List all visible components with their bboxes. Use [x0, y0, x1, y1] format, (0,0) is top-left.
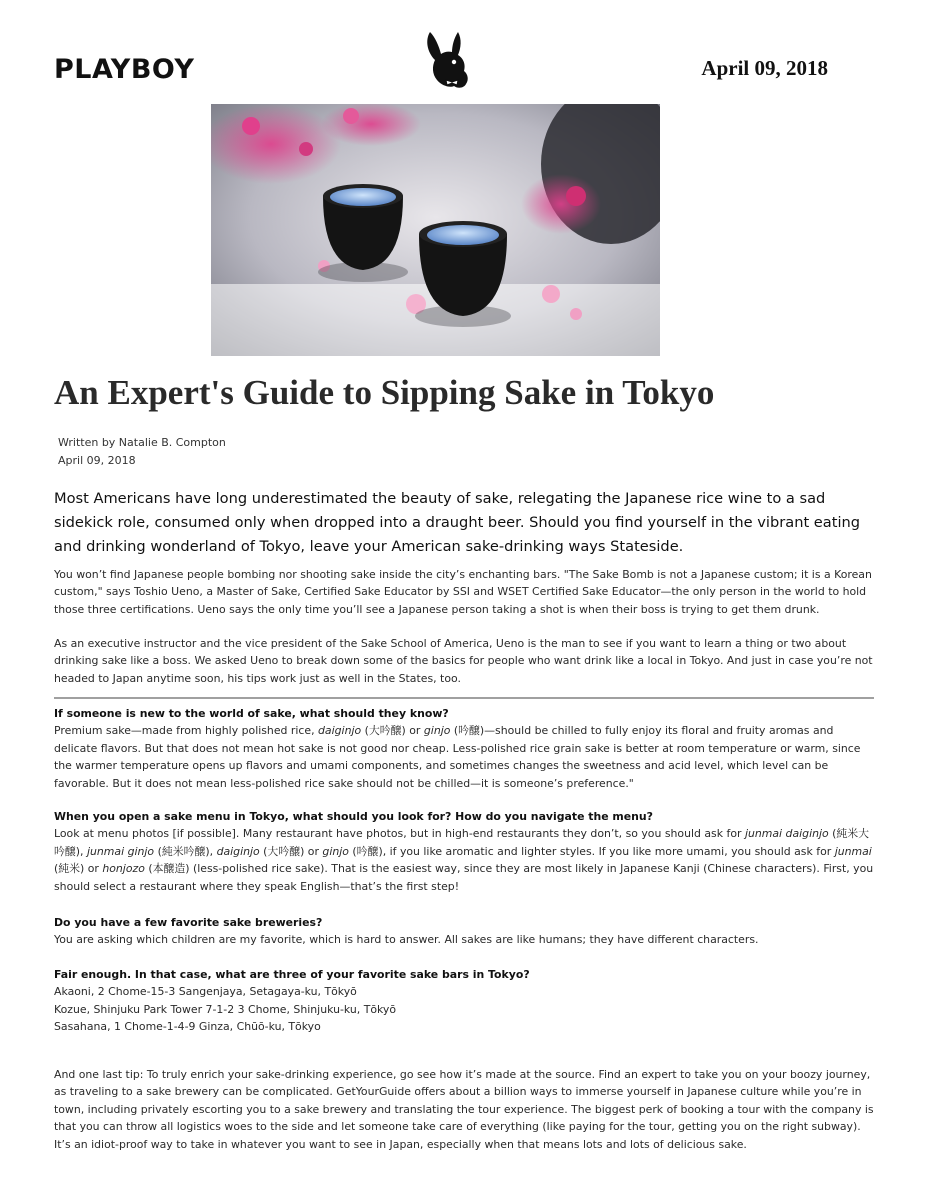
bar-item: Kozue, Shinjuku Park Tower 7-1-2 3 Chome, Shinjuku-ku, Tōkyō: [54, 1002, 397, 1016]
article-title: An Expert's Guide to Sipping Sake in Tokyo: [54, 373, 715, 412]
qa-block: [54, 914, 874, 949]
question: Fair enough. In that case, what are three of your favorite sake bars in Tokyo?: [54, 968, 530, 981]
question: When you open a sake menu in Tokyo, what should you look for? How do you navigate the menu?: [54, 810, 653, 823]
page-header: [0, 0, 928, 100]
header-date: April 09, 2018: [701, 56, 828, 80]
qa-block: [54, 705, 874, 792]
bar-item: Akaoni, 2 Chome-15-3 Sangenjaya, Setagaya-ku, Tōkyō: [54, 985, 357, 999]
closing-paragraph: And one last tip: To truly enrich your sake-drinking experience, go see how it’s made at the source. Find an expert to take you on your boozy journey, as traveling to a sake brewery can be complicated. GetYourGuide offers about a billion ways to immerse yourself in Japanese culture while you’re in town, including privately escorting you to a sake brewery and translating the tour experience. The biggest perk of booking a tour with the company is that you can throw all logistics woes to the side and let someone take care of everything (like paying for the tour, getting you on the right subway). It’s an idiot-proof way to take in whatever you want to see in Japan, especially when that means lots and lots of delicious sake.: [54, 1067, 874, 1151]
article-date: April 09, 2018: [58, 454, 136, 467]
article-intro: Most Americans have long underestimated the beauty of sake, relegating the Japanese rice wine to a sad sidekick role, consumed only when dropped into a draught beer. Should you find yourself in the vibrant eating and drinking wonderland of Tokyo, leave your American sake-drinking ways Stateside.: [54, 490, 861, 555]
qa-block: [54, 808, 874, 895]
author-line: Written by Natalie B. Compton: [58, 436, 226, 449]
body-paragraph: As an executive instructor and the vice president of the Sake School of America, Ueno is the man to see if you want to learn a thing or two about drinking sake like a boss. We asked Ueno to break down some of the basics for people who want drink like a local in Tokyo. And just in case you’re not headed to Japan anytime soon, his tips work just as well in the States, too.: [54, 637, 873, 685]
answer: Premium sake—made from highly polished rice, daiginjo (大吟醸) or ginjo (吟醸)—should be chilled to fully enjoy its floral and fruity aromas and delicate flavors. But that does not mean hot sake is not good nor cheap. Less-polished rice grain sake is better at room temperature or warm, since the warmer temperature opens up flavors and umami components, and sometimes changes the sweetness and acid level, which level can be favorable. But it does not mean less-polished rice sake should not be chilled—it is someone’s preference.": [54, 724, 861, 790]
playboy-wordmark[interactable]: PLAYBOY: [54, 54, 195, 85]
answer: You are asking which children are my favorite, which is hard to answer. All sakes are like humans; they have different characters.: [54, 933, 759, 947]
hero-image: [211, 104, 660, 356]
body-paragraph: You won’t find Japanese people bombing nor shooting sake inside the city’s enchanting bars. "The Sake Bomb is not a Japanese custom; it is a Korean custom," says Toshio Ueno, a Master of Sake, Certified Sake Educator by SSI and WSET Certified Sake Educator—the only person in the world to hold those three certifications. Ueno says the only time you’ll see a Japanese person taking a shot is when their boss is trying to get them drunk.: [54, 568, 872, 616]
rabbit-head-icon[interactable]: [424, 30, 474, 92]
qa-block: [54, 966, 874, 1036]
bar-item: Sasahana, 1 Chome-1-4-9 Ginza, Chūō-ku, Tōkyo: [54, 1020, 321, 1034]
sake-cups-illustration: [211, 104, 660, 356]
question: Do you have a few favorite sake breweries?: [54, 916, 323, 929]
question: If someone is new to the world of sake, what should they know?: [54, 707, 449, 720]
article-byline: [58, 434, 226, 470]
section-divider: [54, 697, 874, 699]
answer: Look at menu photos [if possible]. Many restaurant have photos, but in high-end restaurants they don’t, so you should ask for junmai daiginjo (純米大吟醸), junmai ginjo (純米吟醸), daiginjo (大吟醸) or ginjo (吟醸), if you like aromatic and lighter styles. If you like more umami, you should ask for junmai (純米) or honjozo (本醸造) (less-polished rice sake). That is the easiest way, since they are most likely in Japanese Kanji (Chinese characters). First, you should select a restaurant where they speak English—that’s the first step!: [54, 827, 874, 893]
